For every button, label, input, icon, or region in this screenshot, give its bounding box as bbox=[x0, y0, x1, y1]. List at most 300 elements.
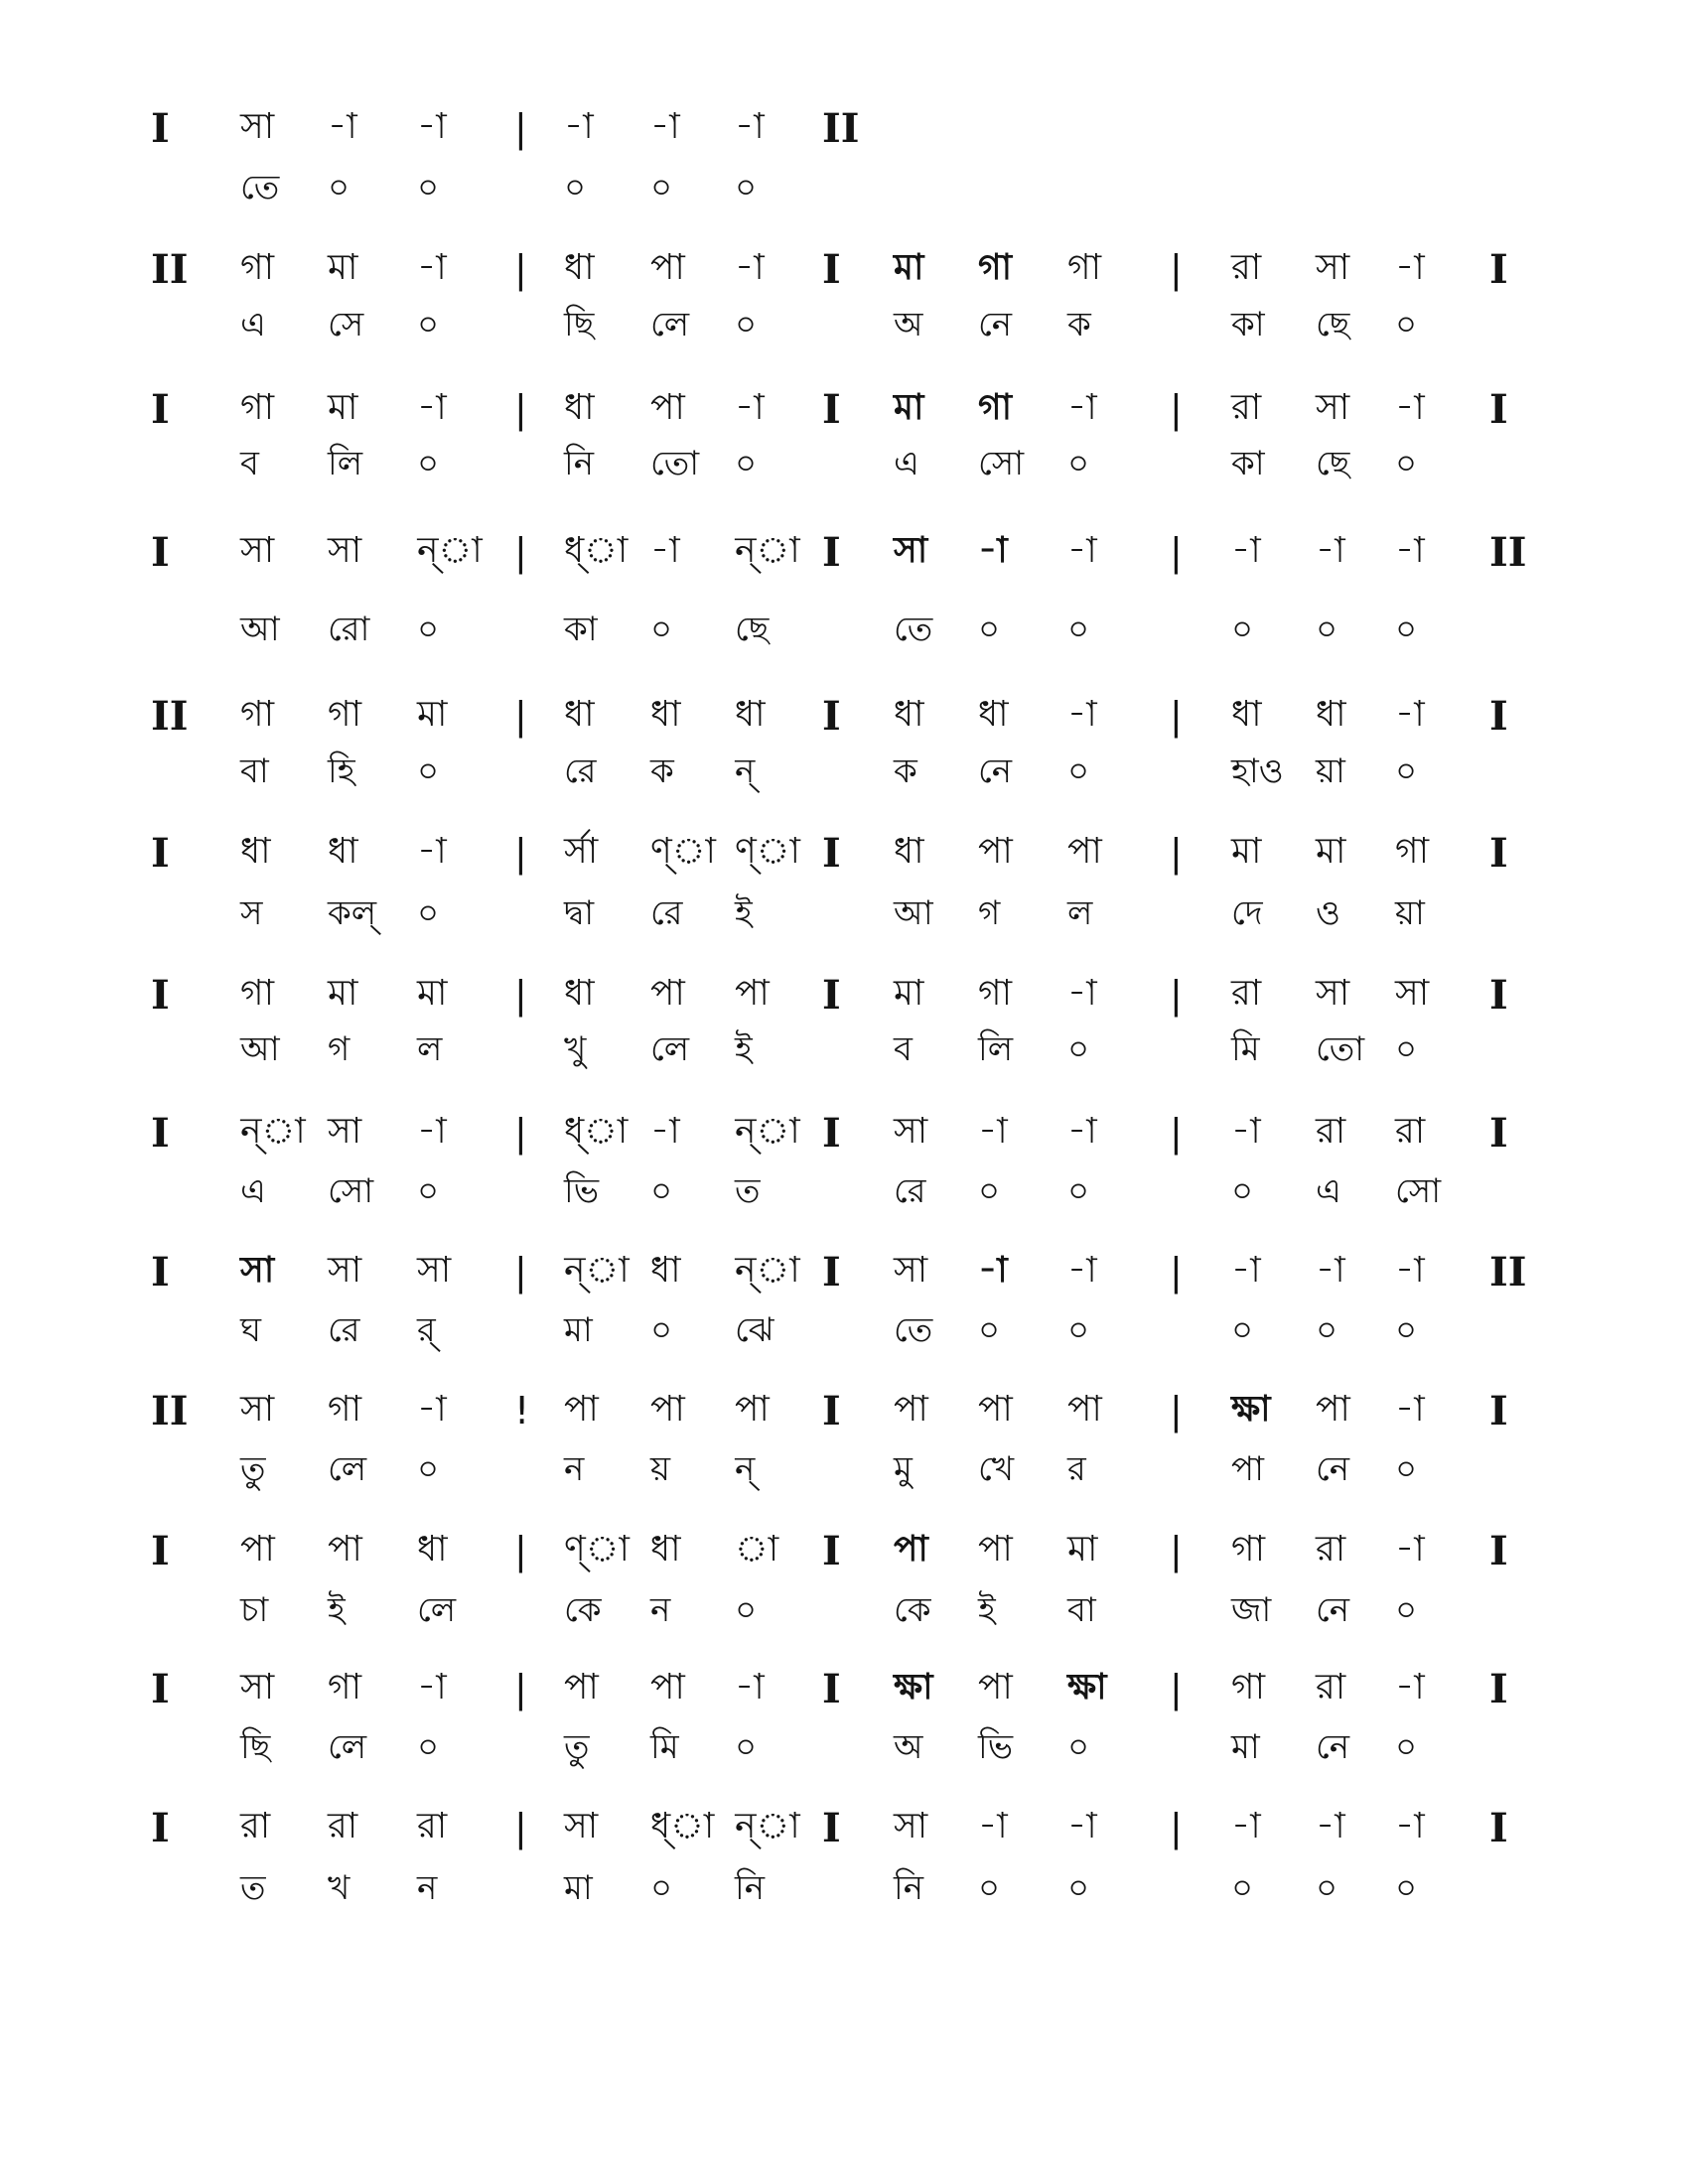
lyric-syllable: ০ bbox=[1395, 444, 1418, 483]
note-token: সা bbox=[894, 530, 928, 571]
bar-line: | bbox=[1170, 1529, 1183, 1572]
note-token: পা bbox=[1067, 1389, 1102, 1430]
bar-line: | bbox=[514, 1250, 527, 1294]
note-token: মা bbox=[328, 973, 358, 1014]
bar-line: | bbox=[1170, 1806, 1183, 1849]
lyric-syllable: সো bbox=[1395, 1171, 1442, 1211]
lyric-syllable: তে bbox=[240, 168, 280, 207]
lyric-syllable: ক bbox=[894, 751, 917, 791]
note-token: ধা bbox=[978, 694, 1009, 735]
lyric-syllable: লে bbox=[328, 1727, 367, 1767]
bar-line: | bbox=[514, 387, 527, 431]
note-token: ধা bbox=[650, 1250, 681, 1291]
lyric-syllable: ত bbox=[240, 1868, 266, 1908]
note-token: সা bbox=[1316, 387, 1350, 428]
note-token: -া bbox=[1231, 1111, 1261, 1152]
lyric-syllable: নি bbox=[564, 444, 595, 483]
note-token: গা bbox=[1231, 1529, 1266, 1570]
section-marker: I bbox=[822, 972, 841, 1019]
section-marker: I bbox=[822, 246, 841, 293]
lyric-syllable: মু bbox=[894, 1449, 913, 1489]
lyric-syllable: ০ bbox=[1395, 1868, 1418, 1908]
lyric-syllable: তে bbox=[894, 1310, 933, 1350]
note-token: সা bbox=[240, 530, 275, 571]
note-token: ন্া bbox=[564, 1250, 630, 1291]
bar-line: | bbox=[1170, 1250, 1183, 1294]
bar-line: | bbox=[1170, 247, 1183, 291]
lyric-syllable: ০ bbox=[735, 1590, 758, 1630]
note-token: পা bbox=[650, 1389, 685, 1430]
bar-line: | bbox=[1170, 973, 1183, 1017]
note-token: -া bbox=[1395, 1389, 1425, 1430]
lyric-syllable: ক bbox=[650, 751, 674, 791]
note-token: সা bbox=[240, 1389, 275, 1430]
section-marker: I bbox=[151, 1666, 170, 1712]
note-token: -া bbox=[1067, 530, 1097, 571]
lyric-syllable: ০ bbox=[1067, 444, 1090, 483]
lyric-syllable: রো bbox=[328, 610, 370, 649]
note-token: -া bbox=[1395, 530, 1425, 571]
section-marker: II bbox=[1489, 1249, 1527, 1296]
note-token: রা bbox=[1231, 973, 1262, 1014]
note-token: ধ্া bbox=[564, 530, 629, 571]
lyric-syllable: ব bbox=[894, 1029, 913, 1069]
note-token: -া bbox=[1395, 1529, 1425, 1570]
section-marker: I bbox=[1489, 1388, 1508, 1434]
note-token: গা bbox=[978, 973, 1013, 1014]
note-token: পা bbox=[1067, 831, 1102, 872]
lyric-syllable: তু bbox=[240, 1449, 266, 1489]
note-token: গা bbox=[328, 1667, 362, 1707]
note-token: পা bbox=[650, 1667, 685, 1707]
lyric-syllable: ০ bbox=[650, 610, 673, 649]
note-token: পা bbox=[650, 973, 685, 1014]
lyric-syllable: মি bbox=[650, 1727, 679, 1767]
lyric-syllable: ০ bbox=[978, 1868, 1001, 1908]
lyric-syllable: ০ bbox=[417, 1449, 440, 1489]
note-token: ক্ষা bbox=[1067, 1667, 1107, 1707]
lyric-syllable: ০ bbox=[1067, 1310, 1090, 1350]
note-token: পা bbox=[328, 1529, 362, 1570]
lyric-syllable: মি bbox=[1231, 1029, 1260, 1069]
lyric-syllable: দ্বা bbox=[564, 893, 595, 933]
note-token: সা bbox=[328, 1250, 362, 1291]
section-marker: I bbox=[151, 105, 170, 152]
note-token: -া bbox=[1395, 1806, 1425, 1846]
lyric-syllable: হি bbox=[328, 751, 355, 791]
note-token: -া bbox=[978, 1806, 1008, 1846]
lyric-syllable: ঝে bbox=[735, 1310, 774, 1350]
note-token: -া bbox=[1067, 1806, 1097, 1846]
bar-line: | bbox=[514, 1529, 527, 1572]
lyric-syllable: ০ bbox=[1395, 1310, 1418, 1350]
lyric-syllable: এ bbox=[240, 305, 266, 344]
lyric-syllable: এ bbox=[894, 444, 919, 483]
note-token: ধা bbox=[1316, 694, 1346, 735]
lyric-syllable: ত bbox=[735, 1171, 761, 1211]
lyric-syllable: রে bbox=[564, 751, 597, 791]
lyric-syllable: ০ bbox=[1067, 610, 1090, 649]
lyric-syllable: ০ bbox=[417, 168, 440, 207]
note-token: গা bbox=[240, 387, 275, 428]
lyric-syllable: রে bbox=[894, 1171, 926, 1211]
note-token: ধা bbox=[1231, 694, 1262, 735]
lyric-syllable: ঘ bbox=[240, 1310, 262, 1350]
bar-line: | bbox=[514, 247, 527, 291]
note-token: পা bbox=[978, 831, 1013, 872]
note-token: -া bbox=[978, 530, 1008, 571]
note-token: সা bbox=[417, 1250, 452, 1291]
lyric-syllable: ০ bbox=[1395, 1590, 1418, 1630]
lyric-syllable: জা bbox=[1231, 1590, 1272, 1630]
note-token: -া bbox=[417, 106, 447, 147]
lyric-syllable: ০ bbox=[1231, 1310, 1254, 1350]
note-token: ণ্া bbox=[735, 831, 800, 872]
lyric-syllable: লি bbox=[978, 1029, 1014, 1069]
bar-line: | bbox=[514, 1806, 527, 1849]
lyric-syllable: ক bbox=[1067, 305, 1091, 344]
note-token: -া bbox=[1316, 1806, 1345, 1846]
note-token: সা bbox=[1316, 973, 1350, 1014]
lyric-syllable: ০ bbox=[1395, 610, 1418, 649]
section-marker: I bbox=[1489, 1110, 1508, 1157]
section-marker: I bbox=[822, 1666, 841, 1712]
note-token: পা bbox=[564, 1667, 599, 1707]
lyric-syllable: তো bbox=[1316, 1029, 1365, 1069]
note-token: পা bbox=[735, 1389, 770, 1430]
lyric-syllable: ০ bbox=[978, 1171, 1001, 1211]
section-marker: I bbox=[1489, 1805, 1508, 1851]
lyric-syllable: ০ bbox=[564, 168, 587, 207]
lyric-syllable: খু bbox=[564, 1029, 587, 1069]
note-token: রা bbox=[417, 1806, 448, 1846]
lyric-syllable: স bbox=[240, 893, 263, 933]
note-token: ন্া bbox=[735, 1111, 800, 1152]
section-marker: II bbox=[822, 105, 860, 152]
lyric-syllable: চা bbox=[240, 1590, 269, 1630]
lyric-syllable: র bbox=[1067, 1449, 1086, 1489]
lyric-syllable: ন্ bbox=[735, 1449, 756, 1489]
note-token: ধ্া bbox=[564, 1111, 629, 1152]
lyric-syllable: ০ bbox=[417, 1727, 440, 1767]
lyric-syllable: ০ bbox=[650, 1171, 673, 1211]
note-token: সা bbox=[328, 530, 362, 571]
note-token: ধা bbox=[328, 831, 358, 872]
section-marker: I bbox=[151, 1528, 170, 1574]
lyric-syllable: ০ bbox=[1067, 1868, 1090, 1908]
note-token: -া bbox=[650, 1111, 680, 1152]
lyric-syllable: নি bbox=[735, 1868, 766, 1908]
note-token: -া bbox=[417, 387, 447, 428]
note-token: -া bbox=[1067, 694, 1097, 735]
lyric-syllable: ০ bbox=[735, 168, 758, 207]
lyric-syllable: সো bbox=[978, 444, 1025, 483]
note-token: গা bbox=[240, 973, 275, 1014]
note-token: ধা bbox=[564, 973, 595, 1014]
note-token: -া bbox=[1067, 1111, 1097, 1152]
lyric-syllable: ০ bbox=[1395, 1029, 1418, 1069]
section-marker: II bbox=[151, 246, 189, 293]
note-token: পা bbox=[564, 1389, 599, 1430]
bar-line: | bbox=[1170, 831, 1183, 875]
section-marker: I bbox=[822, 1528, 841, 1574]
note-token: ধা bbox=[735, 694, 766, 735]
section-marker: I bbox=[822, 693, 841, 740]
note-token: -া bbox=[978, 1111, 1008, 1152]
section-marker: I bbox=[151, 1110, 170, 1157]
section-marker: I bbox=[822, 386, 841, 433]
note-token: রা bbox=[1316, 1111, 1346, 1152]
lyric-syllable: রে bbox=[328, 1310, 360, 1350]
note-token: গা bbox=[1395, 831, 1430, 872]
lyric-syllable: ছি bbox=[564, 305, 595, 344]
lyric-syllable: ০ bbox=[1231, 610, 1254, 649]
bar-line: | bbox=[1170, 1111, 1183, 1155]
lyric-syllable: ০ bbox=[1395, 1727, 1418, 1767]
note-token: -া bbox=[735, 387, 765, 428]
bar-line: | bbox=[514, 973, 527, 1017]
note-token: -া bbox=[564, 106, 594, 147]
lyric-syllable: সো bbox=[328, 1171, 374, 1211]
note-token: ধা bbox=[417, 1529, 448, 1570]
lyric-syllable: খে bbox=[978, 1449, 1015, 1489]
lyric-syllable: কা bbox=[1231, 444, 1265, 483]
note-token: মা bbox=[894, 247, 924, 288]
section-marker: II bbox=[151, 693, 189, 740]
note-token: সা bbox=[240, 106, 275, 147]
note-token: ধা bbox=[894, 694, 924, 735]
note-token: পা bbox=[735, 973, 770, 1014]
lyric-syllable: ০ bbox=[978, 1310, 1001, 1350]
lyric-syllable: নে bbox=[978, 751, 1013, 791]
note-token: ন্া bbox=[735, 530, 800, 571]
section-marker: I bbox=[151, 1249, 170, 1296]
lyric-syllable: লে bbox=[650, 305, 690, 344]
note-token: সা bbox=[1395, 973, 1430, 1014]
bar-line: | bbox=[1170, 1389, 1183, 1433]
note-token: -া bbox=[328, 106, 357, 147]
lyric-syllable: ০ bbox=[328, 168, 351, 207]
lyric-syllable: তো bbox=[650, 444, 700, 483]
note-token: গা bbox=[978, 387, 1013, 428]
lyric-syllable: নে bbox=[978, 305, 1013, 344]
lyric-syllable: য় bbox=[650, 1449, 671, 1489]
lyric-syllable: দে bbox=[1231, 893, 1263, 933]
note-token: -া bbox=[417, 1389, 447, 1430]
lyric-syllable: ০ bbox=[1067, 1727, 1090, 1767]
note-token: -া bbox=[1067, 973, 1097, 1014]
lyric-syllable: নি bbox=[894, 1868, 924, 1908]
note-token: -া bbox=[735, 247, 765, 288]
note-token: মা bbox=[1231, 831, 1262, 872]
lyric-syllable: গ bbox=[328, 1029, 351, 1069]
lyric-syllable: ০ bbox=[1395, 305, 1418, 344]
note-token: পা bbox=[978, 1529, 1013, 1570]
note-token: গা bbox=[1231, 1667, 1266, 1707]
note-token: ণ্া bbox=[564, 1529, 630, 1570]
bar-line: | bbox=[514, 530, 527, 574]
note-token: ধা bbox=[894, 831, 924, 872]
note-token: া bbox=[735, 1529, 779, 1570]
lyric-syllable: মা bbox=[564, 1868, 593, 1908]
note-token: ধা bbox=[564, 387, 595, 428]
note-token: মা bbox=[894, 387, 924, 428]
note-token: -া bbox=[1231, 1250, 1261, 1291]
lyric-syllable: সে bbox=[328, 305, 364, 344]
note-token: পা bbox=[650, 387, 685, 428]
note-token: মা bbox=[1316, 831, 1346, 872]
lyric-syllable: ন bbox=[417, 1868, 438, 1908]
note-token: গা bbox=[1067, 247, 1102, 288]
section-marker: I bbox=[822, 1805, 841, 1851]
section-marker: I bbox=[1489, 1528, 1508, 1574]
lyric-syllable: ০ bbox=[1395, 1449, 1418, 1489]
lyric-syllable: ০ bbox=[417, 751, 440, 791]
section-marker: I bbox=[1489, 693, 1508, 740]
lyric-syllable: ০ bbox=[417, 305, 440, 344]
note-token: পা bbox=[894, 1389, 928, 1430]
section-marker: I bbox=[1489, 386, 1508, 433]
lyric-syllable: ০ bbox=[1231, 1868, 1254, 1908]
lyric-syllable: র্ bbox=[417, 1310, 436, 1350]
lyric-syllable: তু bbox=[564, 1727, 590, 1767]
lyric-syllable: পা bbox=[1231, 1449, 1264, 1489]
lyric-syllable: ০ bbox=[1067, 1171, 1090, 1211]
note-token: -া bbox=[1316, 530, 1345, 571]
lyric-syllable: লে bbox=[328, 1449, 367, 1489]
lyric-syllable: ভি bbox=[978, 1727, 1014, 1767]
lyric-syllable: এ bbox=[1316, 1171, 1341, 1211]
note-token: -া bbox=[417, 831, 447, 872]
lyric-syllable: ন্ bbox=[735, 751, 756, 791]
lyric-syllable: রে bbox=[650, 893, 683, 933]
lyric-syllable: কা bbox=[1231, 305, 1265, 344]
lyric-syllable: ০ bbox=[1067, 1029, 1090, 1069]
bar-line: | bbox=[1170, 694, 1183, 738]
lyric-syllable: ভি bbox=[564, 1171, 600, 1211]
lyric-syllable: ০ bbox=[417, 444, 440, 483]
lyric-syllable: লে bbox=[417, 1590, 457, 1630]
lyric-syllable: ০ bbox=[417, 1171, 440, 1211]
note-token: রা bbox=[1231, 247, 1262, 288]
note-token: ক্ষা bbox=[894, 1667, 933, 1707]
note-token: -া bbox=[417, 1111, 447, 1152]
note-token: মা bbox=[417, 973, 448, 1014]
lyric-syllable: ০ bbox=[1316, 610, 1338, 649]
lyric-syllable: কে bbox=[894, 1590, 931, 1630]
note-token: ন্া bbox=[735, 1806, 800, 1846]
note-token: রা bbox=[1316, 1529, 1346, 1570]
note-token: গা bbox=[328, 1389, 362, 1430]
note-token: রা bbox=[240, 1806, 271, 1846]
lyric-syllable: এ bbox=[240, 1171, 266, 1211]
note-token: -া bbox=[417, 247, 447, 288]
note-token: গা bbox=[240, 694, 275, 735]
lyric-syllable: ০ bbox=[1316, 1868, 1338, 1908]
note-token: ধা bbox=[650, 694, 681, 735]
note-token: মা bbox=[417, 694, 448, 735]
lyric-syllable: বা bbox=[240, 751, 269, 791]
bar-line: | bbox=[514, 106, 527, 150]
note-token: রা bbox=[1316, 1667, 1346, 1707]
lyric-syllable: আ bbox=[894, 893, 933, 933]
lyric-syllable: ০ bbox=[735, 305, 758, 344]
bar-line: | bbox=[514, 694, 527, 738]
lyric-syllable: ই bbox=[978, 1590, 996, 1630]
section-marker: I bbox=[151, 830, 170, 877]
note-token: পা bbox=[1316, 1389, 1350, 1430]
note-token: র্সা bbox=[564, 831, 599, 872]
note-token: -া bbox=[978, 1250, 1008, 1291]
note-token: মা bbox=[1067, 1529, 1098, 1570]
note-token: -া bbox=[650, 106, 680, 147]
note-token: -া bbox=[735, 106, 765, 147]
lyric-syllable: ০ bbox=[1316, 1310, 1338, 1350]
note-token: সা bbox=[894, 1250, 928, 1291]
lyric-syllable: মা bbox=[564, 1310, 593, 1350]
lyric-syllable: নে bbox=[1316, 1449, 1350, 1489]
note-token: সা bbox=[894, 1111, 928, 1152]
lyric-syllable: নে bbox=[1316, 1590, 1350, 1630]
note-token: পা bbox=[978, 1389, 1013, 1430]
lyric-syllable: ০ bbox=[735, 1727, 758, 1767]
note-token: মা bbox=[328, 387, 358, 428]
lyric-syllable: হাও bbox=[1231, 751, 1284, 791]
note-token: -া bbox=[1395, 1250, 1425, 1291]
bar-line: | bbox=[514, 1667, 527, 1710]
note-token: ক্ষা bbox=[1231, 1389, 1271, 1430]
section-marker: I bbox=[1489, 1666, 1508, 1712]
note-token: -া bbox=[1395, 247, 1425, 288]
note-token: রা bbox=[328, 1806, 358, 1846]
lyric-syllable: কা bbox=[564, 610, 598, 649]
lyric-syllable: য়া bbox=[1395, 893, 1425, 933]
note-token: ন্া bbox=[735, 1250, 800, 1291]
section-marker: II bbox=[151, 1388, 189, 1434]
bar-line: ! bbox=[514, 1389, 530, 1433]
note-token: পা bbox=[650, 247, 685, 288]
lyric-syllable: ০ bbox=[1067, 751, 1090, 791]
note-token: -া bbox=[417, 1667, 447, 1707]
section-marker: I bbox=[822, 1388, 841, 1434]
lyric-syllable: ই bbox=[735, 1029, 753, 1069]
lyric-syllable: য়া bbox=[1316, 751, 1345, 791]
lyric-syllable: খ bbox=[328, 1868, 351, 1908]
section-marker: I bbox=[1489, 830, 1508, 877]
lyric-syllable: গ bbox=[978, 893, 1001, 933]
section-marker: I bbox=[822, 529, 841, 576]
lyric-syllable: ন bbox=[650, 1590, 671, 1630]
note-token: ধা bbox=[564, 694, 595, 735]
note-token: ন্া bbox=[417, 530, 483, 571]
lyric-syllable: লে bbox=[650, 1029, 690, 1069]
note-token: সা bbox=[1316, 247, 1350, 288]
section-marker: I bbox=[151, 972, 170, 1019]
section-marker: I bbox=[822, 1110, 841, 1157]
lyric-syllable: অ bbox=[894, 1727, 923, 1767]
lyric-syllable: ই bbox=[735, 893, 753, 933]
bar-line: | bbox=[1170, 387, 1183, 431]
note-token: মা bbox=[894, 973, 924, 1014]
note-token: রা bbox=[1395, 1111, 1426, 1152]
lyric-syllable: ছে bbox=[1316, 444, 1350, 483]
note-token: ণ্া bbox=[650, 831, 716, 872]
note-token: সা bbox=[564, 1806, 599, 1846]
section-marker: I bbox=[151, 1805, 170, 1851]
note-token: পা bbox=[978, 1667, 1013, 1707]
lyric-syllable: তে bbox=[894, 610, 933, 649]
lyric-syllable: ০ bbox=[650, 168, 673, 207]
